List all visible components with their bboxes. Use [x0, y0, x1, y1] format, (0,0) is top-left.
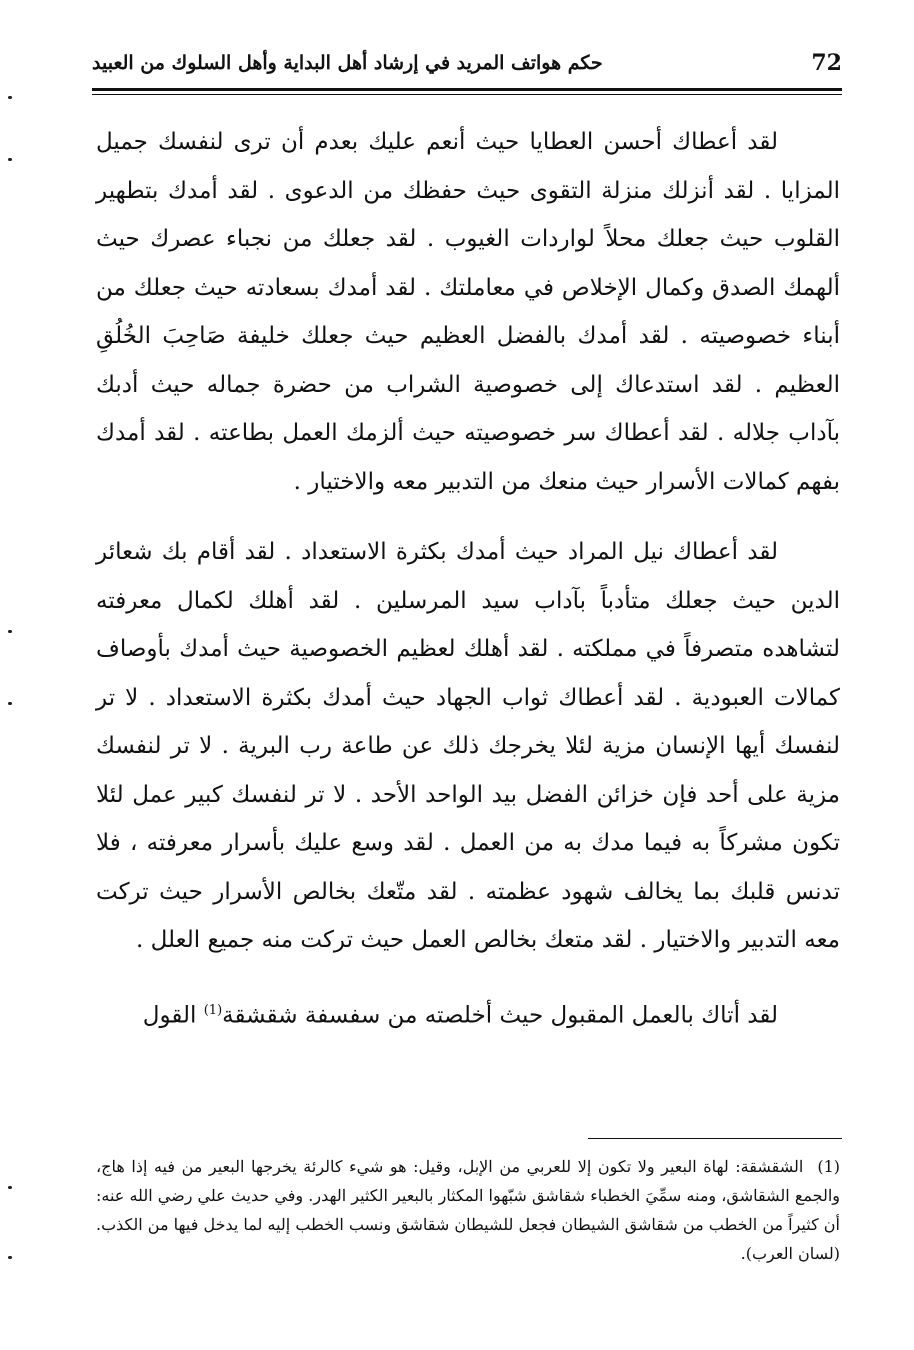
paragraph-3-text-end: القول	[142, 1002, 204, 1029]
paragraph-3-text: لقد أتاك بالعمل المقبول حيث أخلصته من سفسفة شقشقة	[222, 1002, 778, 1029]
footnote-reference: (1)	[203, 1002, 223, 1018]
page-number: 72	[811, 50, 842, 76]
header-rule-thin	[92, 94, 842, 95]
running-title: حكم هواتف المريد في إرشاد أهل البداية وأهل السلوك من العبيد	[92, 52, 603, 74]
scan-speck	[8, 1186, 12, 1189]
scan-speck	[8, 158, 12, 161]
footnote-marker: (1)	[817, 1157, 840, 1176]
paragraph-2: لقد أعطاك نيل المراد حيث أمدك بكثرة الاستعداد . لقد أقام بك شعائر الدين حيث جعلك متأدباً بآداب سيد المرسلين . لقد أهلك لكمال معرفته لتشاهده متصرفاً في مملكته . لقد أهلك لعظيم الخصوصية حيث أمدك بأوصاف كمالات العبودية . لقد أعطاك ثواب الجهاد حيث أمدك بكثرة الاستعداد . لا تر لنفسك أيها الإنسان مزية لئلا يخرجك ذلك عن طاعة رب البرية . لا تر لنفسك مزية على أحد فإن خزائن الفضل بيد الواحد الأحد . لا تر لنفسك كبير عمل لئلا تكون مشركاً به فيما مدك به من العمل . لقد وسع عليك بأسرار معرفته ، فلا تدنس قلبك بما يخالف شهود عظمته . لقد متّعك بخالص الأسرار حيث تركت معه التدبير والاختيار . لقد متعك بخالص العمل حيث تركت منه جميع العلل .	[96, 539, 840, 953]
header-rule	[92, 88, 842, 91]
body-text	[96, 118, 840, 1062]
scan-speck	[8, 96, 12, 99]
scan-speck	[8, 702, 12, 705]
scan-speck	[8, 1256, 12, 1259]
paragraph-1: لقد أعطاك أحسن العطايا حيث أنعم عليك بعدم أن ترى لنفسك جميل المزايا . لقد أنزلك منزلة التقوى حيث حفظك من الدعوى . لقد أمدك بتطهير القلوب حيث جعلك محلاً لواردات الغيوب . لقد جعلك من نجباء عصرك حيث ألهمك الصدق وكمال الإخلاص في معاملتك . لقد أمدك بسعادته حيث جعلك من أبناء خصوصيته . لقد أمدك بالفضل العظيم حيث جعلك خليفة صَاحِبَ الخُلُقِ العظيم . لقد استدعاك إلى خصوصية الشراب من حضرة جماله حيث أدبك بآداب جلاله . لقد أعطاك سر خصوصيته حيث ألزمك العمل بطاعته . لقد أمدك بفهم كمالات الأسرار حيث منعك من التدبير معه والاختيار .	[96, 129, 840, 495]
footnote-text: الشقشقة: لهاة البعير ولا تكون إلا للعربي من الإبل، وقيل: هو شيء كالرئة يخرجها البعير من فيه إذا هاج، والجمع الشقاشق، ومنه سمِّيَ الخطباء شقاشق شبّهوا المكثار بالبعير الكثير الهدر. وفي حديث علي رضي الله عنه: أن كثيراً من الخطب من شقاشق الشيطان فجعل للشيطان شقاشق ونسب الخطب إليه لما يدخل فيها من الكذب. (لسان العرب).	[96, 1157, 841, 1263]
footnote-rule	[588, 1138, 842, 1139]
page-header	[92, 46, 842, 86]
scan-speck	[8, 630, 12, 633]
footnote	[96, 1152, 840, 1268]
paragraph-3	[96, 987, 840, 1040]
